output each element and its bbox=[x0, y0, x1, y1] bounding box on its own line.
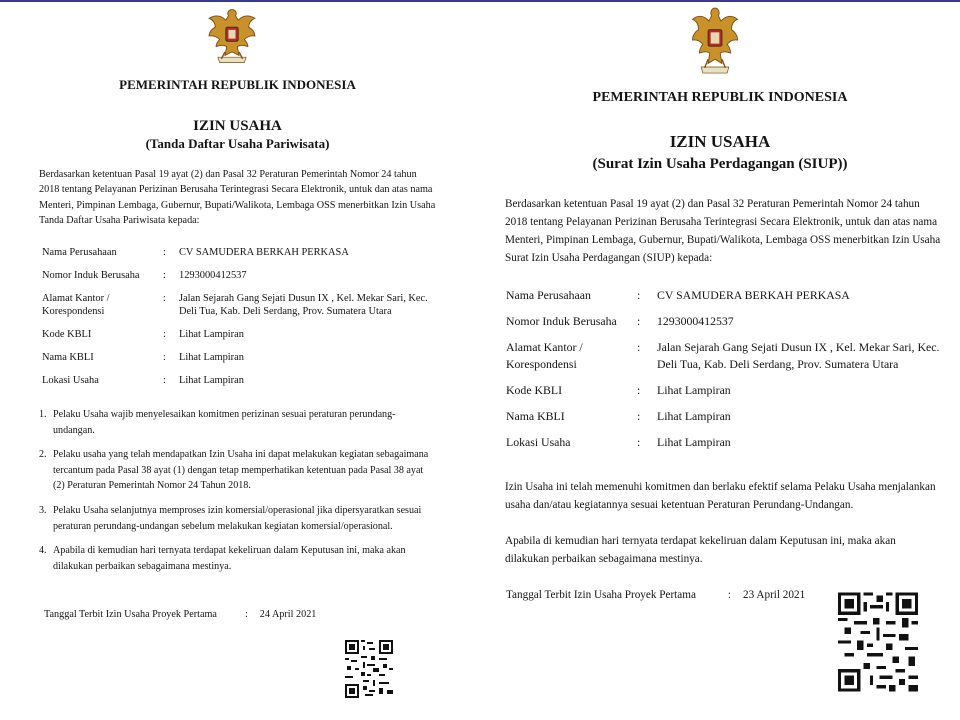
field-value: Lihat Lampiran bbox=[179, 351, 244, 363]
field-row-company-name bbox=[506, 287, 939, 313]
field-row-location bbox=[506, 434, 939, 460]
paragraph-line: Apabila di kemudian hari ternyata terdapat kekeliruan dalam Keputusan ini, maka akan bbox=[505, 535, 896, 547]
field-separator: : bbox=[163, 329, 166, 341]
validity-paragraph bbox=[505, 478, 936, 514]
list-item-line: Pelaku Usaha wajib menyelesaikan komitmen perizinan sesuai peraturan perundang- bbox=[53, 409, 396, 420]
government-heading: PEMERINTAH REPUBLIK INDONESIA bbox=[119, 77, 356, 92]
qr-code-icon bbox=[838, 592, 918, 692]
list-item-line: (2) Peraturan Pemerintah Nomor 24 Tahun 2018. bbox=[53, 480, 251, 492]
list-item-line: tercantum pada Pasal 38 ayat (1) dengan tetap memperhatikan ketentuan pada Pasal 38 ayat bbox=[53, 464, 424, 476]
field-value: Lihat Lampiran bbox=[179, 329, 244, 341]
field-value bbox=[179, 292, 428, 329]
field-separator: : bbox=[163, 292, 166, 304]
issue-date-value: 23 April 2021 bbox=[743, 589, 806, 601]
field-label-line: Korespondensi bbox=[506, 357, 577, 371]
field-separator: : bbox=[163, 247, 166, 258]
field-separator: : bbox=[163, 351, 166, 363]
field-separator: : bbox=[637, 288, 641, 302]
document-subtitle: (Surat Izin Usaha Perdagangan (SIUP)) bbox=[592, 156, 848, 172]
field-label-line: Korespondensi bbox=[42, 306, 105, 318]
field-label: Nama KBLI bbox=[506, 409, 565, 423]
intro-line: Berdasarkan ketentuan Pasal 19 ayat (2) dan Pasal 32 Peraturan Pemerintah Nomor 24 tahun bbox=[505, 198, 920, 210]
issue-date-line bbox=[506, 589, 805, 601]
field-value: CV SAMUDERA BERKAH PERKASA bbox=[179, 247, 349, 258]
garuda-emblem-icon bbox=[689, 4, 741, 78]
list-item-line: undangan. bbox=[53, 424, 95, 436]
field-label: Lokasi Usaha bbox=[42, 374, 99, 386]
right-document bbox=[485, 0, 960, 720]
qr-code-icon bbox=[345, 640, 393, 698]
field-row-nib bbox=[506, 313, 939, 339]
issue-date-label: Tanggal Terbit Izin Usaha Proyek Pertama bbox=[44, 609, 217, 620]
intro-line: Berdasarkan ketentuan Pasal 19 ayat (2) dan Pasal 32 Peraturan Pemerintah Nomor 24 tahun bbox=[39, 169, 417, 180]
intro-paragraph bbox=[39, 167, 435, 229]
field-label: Nama KBLI bbox=[42, 351, 94, 363]
list-item bbox=[39, 503, 428, 534]
field-separator: : bbox=[637, 435, 641, 449]
field-value: Lihat Lampiran bbox=[657, 409, 731, 423]
list-item-line: peraturan perundang-undangan sebelum melakukan kegiatan komersial/operasional. bbox=[53, 520, 393, 532]
field-row-kbli-code bbox=[42, 328, 428, 351]
list-item-text bbox=[53, 503, 421, 534]
issue-date-value: 24 April 2021 bbox=[259, 609, 317, 620]
document-title: IZIN USAHA bbox=[193, 118, 282, 134]
field-label: Nomor Induk Berusaha bbox=[506, 314, 617, 328]
list-item-number: 2. bbox=[39, 449, 47, 461]
field-value-line: Jalan Sejarah Gang Sejati Dusun IX , Kel. Mekar Sari, Kec. bbox=[179, 292, 428, 304]
issue-date-label: Tanggal Terbit Izin Usaha Proyek Pertama bbox=[506, 589, 696, 601]
paragraph-line: usaha dan/atau kegiatannya sesuai ketentuan Peraturan Perundang-Undangan. bbox=[505, 499, 854, 511]
field-label: Kode KBLI bbox=[42, 329, 92, 341]
provisions-list bbox=[39, 407, 428, 583]
field-separator: : bbox=[637, 383, 641, 397]
intro-line: 2018 tentang Pelayanan Perizinan Berusaha Terintegrasi Secara Elektronik, untuk dan atas nama bbox=[39, 184, 433, 196]
field-separator: : bbox=[163, 269, 166, 281]
field-label: Kode KBLI bbox=[506, 383, 563, 397]
field-label-line: Alamat Kantor / bbox=[506, 340, 583, 354]
field-row-address bbox=[506, 339, 939, 382]
field-label: Nama Perusahaan bbox=[42, 247, 117, 258]
correction-paragraph bbox=[505, 532, 896, 568]
intro-line: Surat Izin Usaha Perdagangan (SIUP) kepada: bbox=[505, 252, 713, 264]
intro-paragraph bbox=[505, 195, 940, 267]
garuda-emblem-icon bbox=[205, 6, 259, 66]
left-document bbox=[0, 0, 475, 720]
intro-line: Tanda Daftar Usaha Pariwisata kepada: bbox=[39, 215, 200, 227]
list-item-number: 3. bbox=[39, 504, 47, 516]
field-separator: : bbox=[637, 409, 641, 423]
field-separator: : bbox=[637, 314, 641, 328]
field-label bbox=[42, 292, 163, 329]
paragraph-line: Izin Usaha ini telah memenuhi komitmen dan berlaku efektif selama Pelaku Usaha menjalankan bbox=[505, 481, 936, 493]
field-separator: : bbox=[163, 374, 166, 386]
field-label: Nama Perusahaan bbox=[506, 288, 591, 302]
field-value: Lihat Lampiran bbox=[657, 435, 731, 449]
intro-line: Menteri, Pimpinan Lembaga, Gubernur, Bupati/Walikota, Lembaga OSS menerbitkan Izin Usaha bbox=[39, 199, 436, 211]
list-item-text bbox=[53, 543, 406, 574]
intro-line: 2018 tentang Pelayanan Perizinan Berusaha Terintegrasi Secara Elektronik, untuk dan atas nama bbox=[505, 216, 938, 228]
field-row-company-name bbox=[42, 246, 428, 269]
field-value: Lihat Lampiran bbox=[179, 374, 244, 386]
field-value-line: Jalan Sejarah Gang Sejati Dusun IX , Kel. Mekar Sari, Kec. bbox=[657, 340, 940, 354]
list-item-text bbox=[53, 447, 428, 494]
field-row-kbli-name bbox=[506, 408, 939, 434]
field-row-address bbox=[42, 292, 428, 329]
field-value: 1293000412537 bbox=[179, 269, 247, 281]
intro-line: Menteri, Pimpinan Lembaga, Gubernur, Bupati/Walikota, Lembaga OSS menerbitkan Izin Usaha bbox=[505, 234, 941, 246]
issue-date-line bbox=[44, 609, 316, 620]
government-heading: PEMERINTAH REPUBLIK INDONESIA bbox=[592, 90, 848, 105]
list-item bbox=[39, 543, 428, 574]
list-item bbox=[39, 407, 428, 438]
field-label: Lokasi Usaha bbox=[506, 435, 571, 449]
list-item-line: dilakukan perbaikan sebagaimana mestinya. bbox=[53, 560, 232, 572]
field-value-line: Deli Tua, Kab. Deli Serdang, Prov. Sumatera Utara bbox=[179, 306, 392, 318]
issue-date-separator: : bbox=[244, 609, 248, 620]
field-value: CV SAMUDERA BERKAH PERKASA bbox=[657, 288, 850, 302]
list-item-line: Pelaku usaha yang telah mendapatkan Izin Usaha ini dapat melakukan kegiatan sebagaimana bbox=[53, 449, 429, 461]
field-value: Lihat Lampiran bbox=[657, 383, 731, 397]
field-label bbox=[506, 339, 637, 382]
field-row-location bbox=[42, 374, 428, 397]
document-subtitle: (Tanda Daftar Usaha Pariwisata) bbox=[145, 136, 330, 151]
list-item-text bbox=[53, 407, 396, 438]
field-value-line: Deli Tua, Kab. Deli Serdang, Prov. Sumatera Utara bbox=[657, 357, 899, 371]
list-item-line: Apabila di kemudian hari ternyata terdapat kekeliruan dalam Keputusan ini, maka akan bbox=[53, 545, 406, 557]
paragraph-line: dilakukan perbaikan sebagaimana mestinya. bbox=[505, 553, 703, 565]
company-details-table bbox=[42, 246, 428, 397]
list-item-line: Pelaku Usaha selanjutnya memproses izin komersial/operasional jika dipersyaratkan sesuai bbox=[53, 504, 422, 516]
field-row-kbli-name bbox=[42, 351, 428, 374]
document-title: IZIN USAHA bbox=[669, 132, 771, 151]
field-separator: : bbox=[637, 340, 641, 354]
field-label-line: Alamat Kantor / bbox=[42, 292, 110, 304]
field-row-kbli-code bbox=[506, 382, 939, 408]
list-item-number: 1. bbox=[39, 409, 47, 420]
field-value bbox=[657, 339, 939, 382]
list-item bbox=[39, 447, 428, 494]
field-value: 1293000412537 bbox=[657, 314, 734, 328]
field-label: Nomor Induk Berusaha bbox=[42, 269, 140, 281]
company-details-table bbox=[506, 287, 939, 460]
list-item-number: 4. bbox=[39, 545, 47, 557]
issue-date-separator: : bbox=[727, 589, 732, 601]
field-row-nib bbox=[42, 269, 428, 292]
